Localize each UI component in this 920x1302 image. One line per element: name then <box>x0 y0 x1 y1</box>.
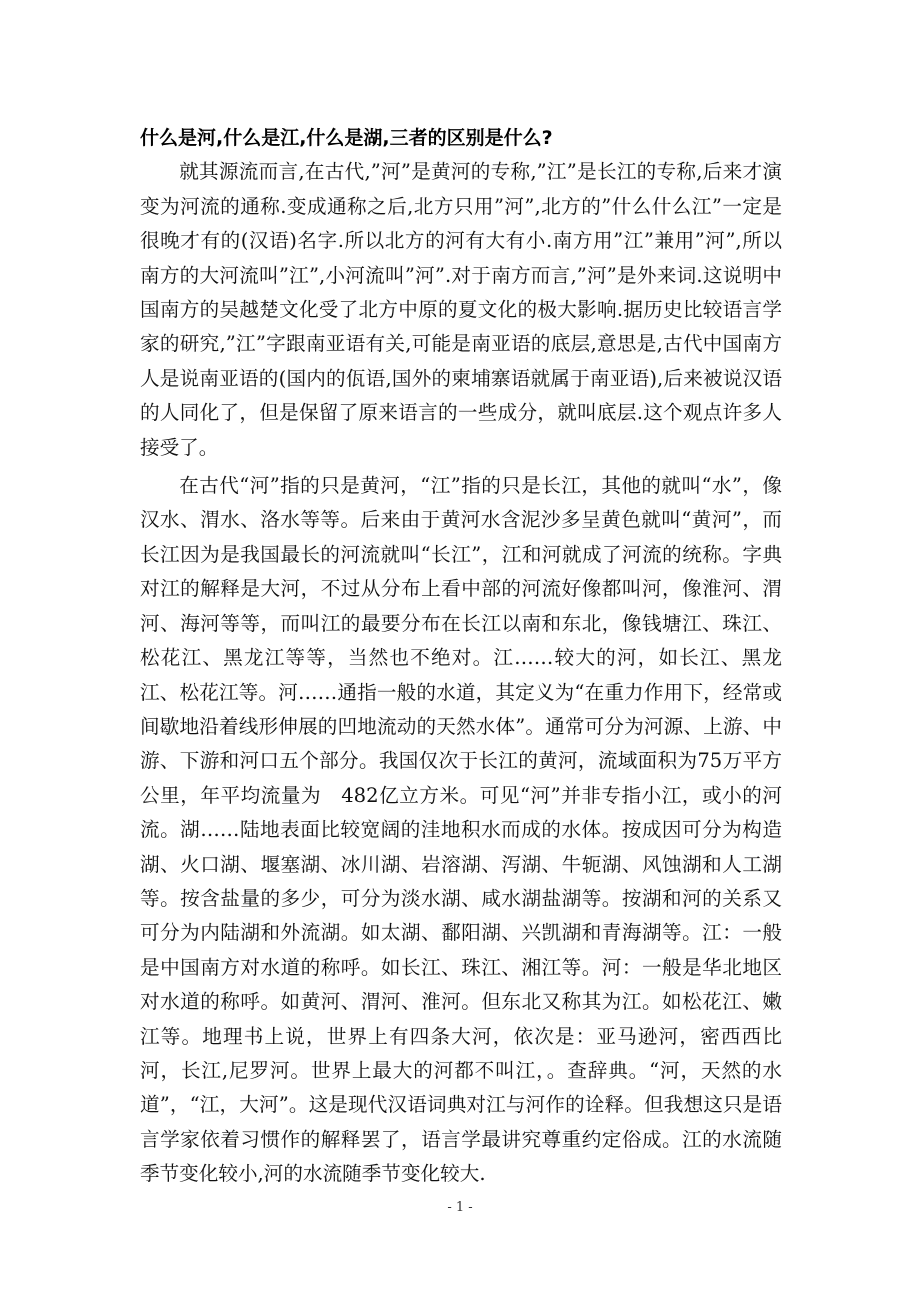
document-title: 什么是河,什么是江,什么是湖,三者的区别是什么? <box>140 127 553 149</box>
paragraph-1: 就其源流而言,在古代,”河”是黄河的专称,”江”是长江的专称,后来才演变为河流的通称.变成通称之后,北方只用”河”,北方的”什么什么江”一定是很晚才有的(汉语)名字.所以北方的河有大有小.南方用”江”兼用”河”,所以南方的大河流叫”江”,小河流叫”河”.对于南方而言,”河”是外来词.这说明中国南方的吴越楚文化受了北方中原的夏文化的极大影响.据历史比较语言学家的研究,”江”字跟南亚语有关,可能是南亚语的底层,意思是,古代中国南方人是说南亚语的(国内的佤语,国外的柬埔寨语就属于南亚语),后来被说汉语的人同化了，但是保留了原来语言的一些成分，就叫底层.这个观点许多人接受了。 <box>140 160 782 459</box>
document-body <box>140 121 782 1192</box>
page-number: - 1 - <box>447 1200 473 1215</box>
paragraph-2: 在古代“河”指的只是黄河，“江”指的只是长江，其他的就叫“水”，像汉水、渭水、洛水等等。后来由于黄河水含泥沙多呈黄色就叫“黄河”，而长江因为是我国最长的河流就叫“长江”，江和河就成了河流的统称。字典对江的解释是大河，不过从分布上看中部的河流好像都叫河，像淮河、渭河、海河等等，而叫江的最要分布在长江以南和东北，像钱塘江、珠江、松花江、黑龙江等等，当然也不绝对。江……较大的河，如长江、黑龙江、松花江等。河……通指一般的水道，其定义为“在重力作用下，经常或间歇地沿着线形伸展的凹地流动的天然水体”。通常可分为河源、上游、中游、下游和河口五个部分。我国仅次于长江的黄河，流域面积为75万平方公里，年平均流量为 482亿立方米。可见“河”并非专指小江，或小的河流。湖……陆地表面比较宽阔的洼地积水而成的水体。按成因可分为构造湖、火口湖、堰塞湖、冰川湖、岩溶湖、泻湖、牛轭湖、风蚀湖和人工湖等。按含盐量的多少，可分为淡水湖、咸水湖盐湖等。按湖和河的关系又可分为内陆湖和外流湖。如太湖、鄱阳湖、兴凯湖和青海湖等。江：一般是中国南方对水道的称呼。如长江、珠江、湘江等。河：一般是华北地区对水道的称呼。如黄河、渭河、淮河。但东北又称其为江。如松花江、嫩江等。地理书上说，世界上有四条大河，依次是：亚马逊河，密西西比河，长江,尼罗河。世界上最大的河都不叫江，。查辞典。“河，天然的水道”，“江，大河”。这是现代汉语词典对江与河作的诠释。但我想这只是语言学家依着习惯作的解释罢了，语言学最讲究尊重约定俗成。江的水流随季节变化较小,河的水流随季节变化较大. <box>140 474 782 1186</box>
